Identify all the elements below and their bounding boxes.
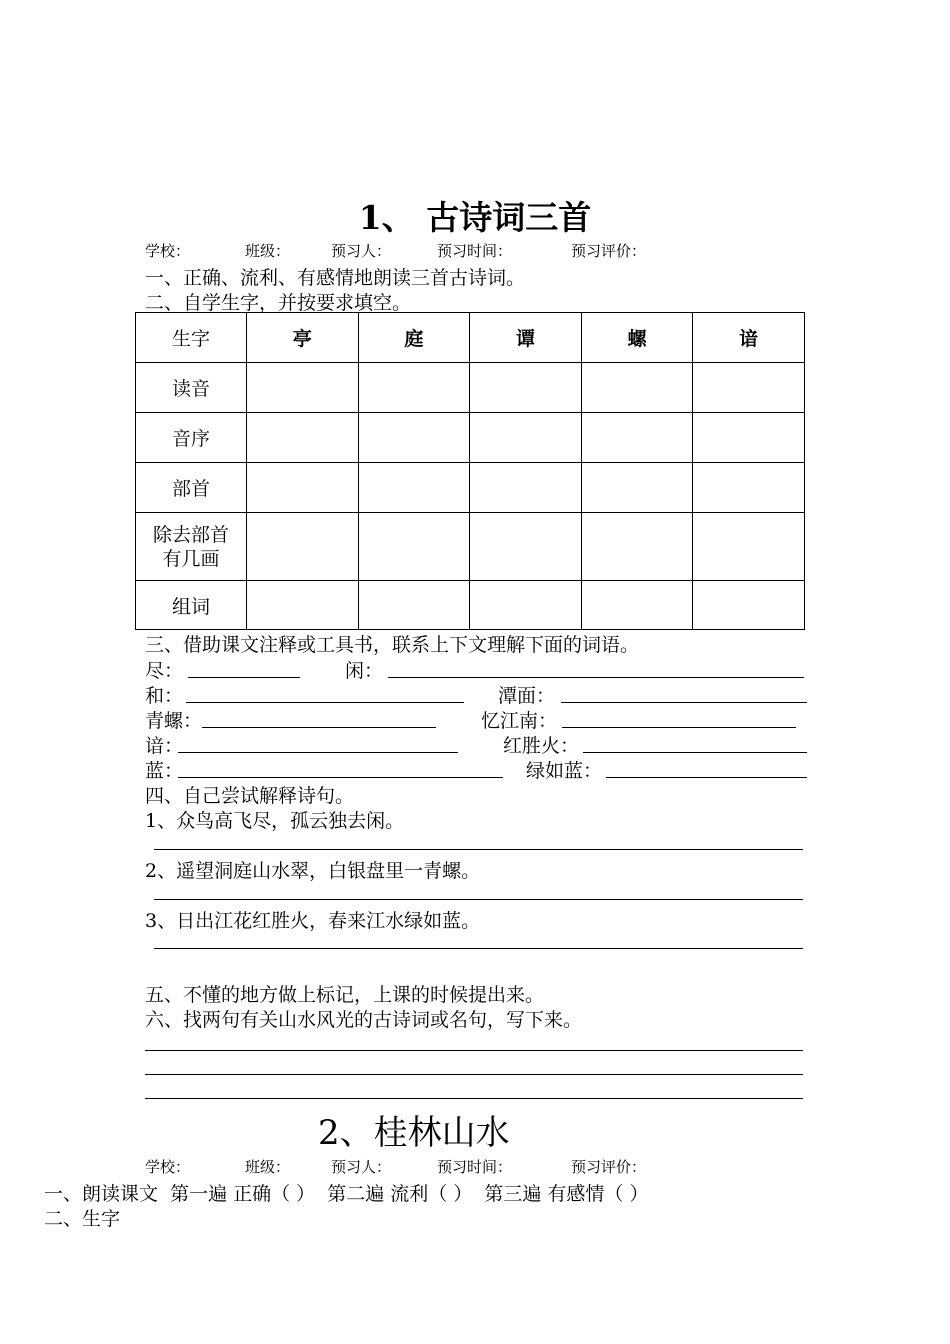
table-cell[interactable] bbox=[247, 581, 359, 630]
lesson2-task1-read: 一、朗读课文 第一遍 正确（ ） 第二遍 流利（ ） 第三遍 有感情（ ） bbox=[44, 1183, 649, 1205]
table-cell[interactable] bbox=[693, 513, 805, 581]
poem-line-3: 3、日出江花红胜火，春来江水绿如蓝。 bbox=[145, 910, 481, 932]
table-cell[interactable] bbox=[247, 363, 359, 413]
vocab-an-blank[interactable] bbox=[178, 752, 458, 753]
table-cell[interactable] bbox=[247, 513, 359, 581]
row-radical: 部首 bbox=[136, 463, 247, 513]
lesson2-meta-school: 学校： bbox=[145, 1158, 191, 1176]
table-cell[interactable] bbox=[581, 513, 693, 581]
vocab-yijiangnan-label: 忆江南： bbox=[481, 710, 558, 732]
lesson2-title: 2、桂林山水 bbox=[318, 1113, 510, 1153]
vocab-qingluo-blank[interactable] bbox=[202, 727, 436, 728]
task1-read: 一、正确、流利、有感情地朗读三首古诗词。 bbox=[145, 267, 526, 289]
table-cell[interactable] bbox=[693, 413, 805, 463]
writing-line-1[interactable] bbox=[145, 1050, 803, 1051]
lesson2-meta-time: 预习时间： bbox=[437, 1158, 513, 1176]
table-cell[interactable] bbox=[358, 463, 470, 513]
table-cell[interactable] bbox=[470, 513, 582, 581]
table-cell[interactable] bbox=[470, 581, 582, 630]
poem-line-1: 1、众鸟高飞尽，孤云独去闲。 bbox=[145, 810, 405, 832]
vocab-tanmian-label: 潭面： bbox=[498, 685, 556, 707]
vocab-jin-blank[interactable] bbox=[188, 677, 300, 678]
answer-line-2[interactable] bbox=[154, 899, 803, 900]
vocab-lan-blank[interactable] bbox=[178, 777, 503, 778]
vocab-lan-label: 蓝： bbox=[145, 760, 184, 782]
row-pronunciation: 读音 bbox=[136, 363, 247, 413]
lesson1-title: 1、 古诗词三首 bbox=[358, 198, 592, 237]
vocab-hongshenghuo-blank[interactable] bbox=[583, 752, 807, 753]
table-cell[interactable] bbox=[247, 463, 359, 513]
table-cell[interactable] bbox=[358, 363, 470, 413]
answer-line-1[interactable] bbox=[154, 849, 803, 850]
vocab-tanmian-blank[interactable] bbox=[561, 702, 807, 703]
lesson2-meta-previewer: 预习人： bbox=[331, 1158, 392, 1176]
row-sequence: 音序 bbox=[136, 413, 247, 463]
writing-line-2[interactable] bbox=[145, 1074, 803, 1075]
table-cell[interactable] bbox=[581, 363, 693, 413]
vocab-qingluo-label: 青螺： bbox=[145, 710, 203, 732]
table-cell[interactable] bbox=[358, 413, 470, 463]
task5-mark: 五、不懂的地方做上标记，上课的时候提出来。 bbox=[145, 984, 545, 1006]
meta-class: 班级： bbox=[245, 242, 291, 260]
task3-vocabulary: 三、借助课文注释或工具书，联系上下文理解下面的词语。 bbox=[145, 634, 640, 656]
writing-line-3[interactable] bbox=[145, 1098, 803, 1099]
poem-line-2: 2、遥望洞庭山水翠，白银盘里一青螺。 bbox=[145, 860, 481, 882]
table-cell[interactable] bbox=[581, 413, 693, 463]
table-cell[interactable] bbox=[693, 463, 805, 513]
table-cell[interactable] bbox=[470, 413, 582, 463]
char-an: 谙 bbox=[693, 313, 805, 363]
lesson2-meta-class: 班级： bbox=[245, 1158, 291, 1176]
row-words: 组词 bbox=[136, 581, 247, 630]
char-luo: 螺 bbox=[581, 313, 693, 363]
char-tan: 谭 bbox=[470, 313, 582, 363]
task4-explain: 四、自己尝试解释诗句。 bbox=[145, 785, 355, 807]
table-cell[interactable] bbox=[470, 463, 582, 513]
lesson2-meta-evaluation: 预习评价： bbox=[571, 1158, 647, 1176]
vocab-he-blank[interactable] bbox=[186, 702, 464, 703]
task6-write: 六、找两句有关山水风光的古诗词或名句，写下来。 bbox=[145, 1009, 583, 1031]
table-cell[interactable] bbox=[581, 581, 693, 630]
meta-previewer: 预习人： bbox=[331, 242, 392, 260]
table-cell[interactable] bbox=[358, 513, 470, 581]
vocab-xian-blank[interactable] bbox=[388, 677, 804, 678]
task2-characters: 二、自学生字，并按要求填空。 bbox=[145, 292, 412, 314]
meta-evaluation: 预习评价： bbox=[571, 242, 647, 260]
char-ting: 亭 bbox=[247, 313, 359, 363]
character-table bbox=[135, 312, 805, 630]
lesson2-task2-characters: 二、生字 bbox=[44, 1208, 121, 1230]
table-cell[interactable] bbox=[581, 463, 693, 513]
vocab-jin-label: 尽： bbox=[145, 660, 184, 682]
meta-time: 预习时间： bbox=[437, 242, 513, 260]
vocab-lvrulan-blank[interactable] bbox=[606, 777, 807, 778]
meta-school: 学校： bbox=[145, 242, 191, 260]
table-cell[interactable] bbox=[693, 363, 805, 413]
table-corner: 生字 bbox=[136, 313, 247, 363]
table-cell[interactable] bbox=[693, 581, 805, 630]
table-cell[interactable] bbox=[470, 363, 582, 413]
answer-line-3[interactable] bbox=[154, 948, 803, 949]
table-cell[interactable] bbox=[247, 413, 359, 463]
row-strokes-line2: 有几画 bbox=[162, 547, 220, 570]
table-cell[interactable] bbox=[358, 581, 470, 630]
char-ting2: 庭 bbox=[358, 313, 470, 363]
vocab-yijiangnan-blank[interactable] bbox=[562, 727, 796, 728]
vocab-an-label: 谙： bbox=[145, 735, 184, 757]
vocab-he-label: 和： bbox=[145, 685, 184, 707]
row-strokes bbox=[136, 513, 247, 581]
row-strokes-line1: 除去部首 bbox=[152, 523, 229, 546]
vocab-lvrulan-label: 绿如蓝： bbox=[526, 760, 603, 782]
vocab-xian-label: 闲： bbox=[345, 660, 384, 682]
vocab-hongshenghuo-label: 红胜火： bbox=[503, 735, 580, 757]
